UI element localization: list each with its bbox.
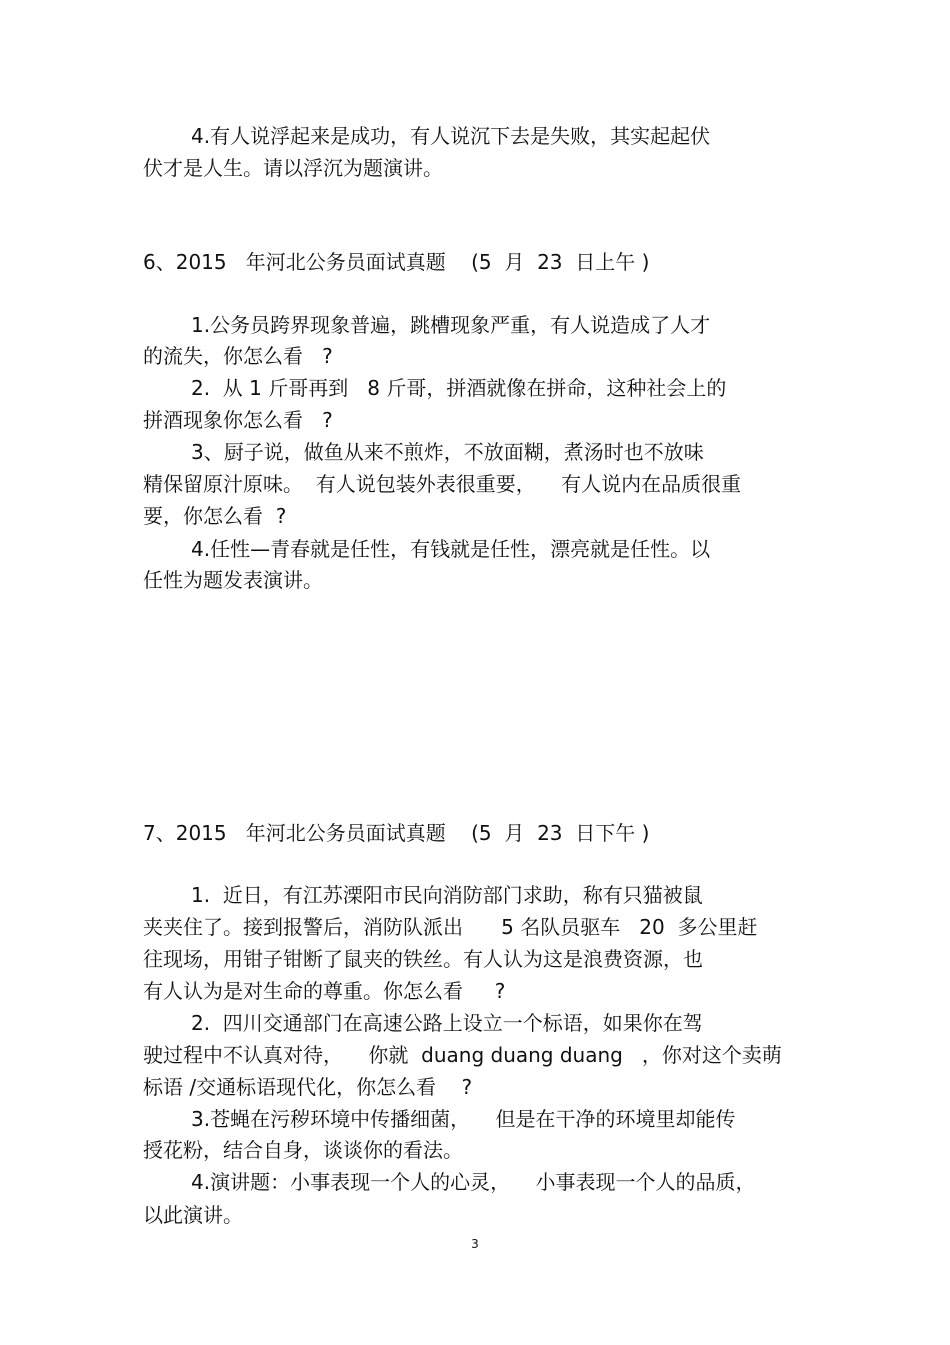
paragraph-line: 驶过程中不认真对待， 你就 duang duang duang ，你对这个卖萌 <box>143 1043 782 1067</box>
paragraph-line: 标语 /交通标语现代化，你怎么看 ? <box>143 1075 473 1099</box>
paragraph-line: 精保留原汁原味。 有人说包装外表很重要， 有人说内在品质很重 <box>143 472 742 496</box>
paragraph-line: 3.苍蝇在污秽环境中传播细菌， 但是在干净的环境里却能传 <box>191 1107 736 1131</box>
paragraph-line: 2. 四川交通部门在高速公路上设立一个标语，如果你在驾 <box>191 1011 703 1035</box>
paragraph-line: 拼酒现象你怎么看 ? <box>143 408 333 432</box>
paragraph-line: 3、厨子说，做鱼从来不煎炸，不放面糊，煮汤时也不放味 <box>191 440 704 464</box>
section-heading-6: 6、2015 年河北公务员面试真题 (5 月 23 日上午 ) <box>143 250 650 274</box>
paragraph-line: 授花粉，结合自身，谈谈你的看法。 <box>143 1138 463 1162</box>
paragraph-line: 以此演讲。 <box>143 1203 243 1227</box>
paragraph-line: 往现场，用钳子钳断了鼠夹的铁丝。有人认为这是浪费资源，也 <box>143 947 703 971</box>
page-number: 3 <box>471 1237 479 1251</box>
paragraph-line: 4.任性—青春就是任性，有钱就是任性，漂亮就是任性。以 <box>191 537 711 561</box>
paragraph-line: 夹夹住了。接到报警后，消防队派出 5 名队员驱车 20 多公里赶 <box>143 915 758 939</box>
paragraph-line: 任性为题发表演讲。 <box>143 568 323 592</box>
paragraph-line: 有人认为是对生命的尊重。你怎么看 ? <box>143 979 506 1003</box>
section-heading-7: 7、2015 年河北公务员面试真题 (5 月 23 日下午 ) <box>143 821 650 845</box>
paragraph-line: 伏才是人生。请以浮沉为题演讲。 <box>143 156 443 180</box>
paragraph-line: 4.演讲题：小事表现一个人的心灵， 小事表现一个人的品质， <box>191 1170 756 1194</box>
paragraph-line: 1.公务员跨界现象普遍，跳槽现象严重，有人说造成了人才 <box>191 313 711 337</box>
paragraph-line: 要，你怎么看 ? <box>143 504 287 528</box>
paragraph-line: 的流失，你怎么看 ? <box>143 344 333 368</box>
paragraph-line: 1. 近日，有江苏溧阳市民向消防部门求助，称有只猫被鼠 <box>191 883 703 907</box>
paragraph-line: 2. 从 1 斤哥再到 8 斤哥，拼酒就像在拼命，这种社会上的 <box>191 376 727 400</box>
paragraph-line: 4.有人说浮起来是成功，有人说沉下去是失败，其实起起伏 <box>191 124 711 148</box>
